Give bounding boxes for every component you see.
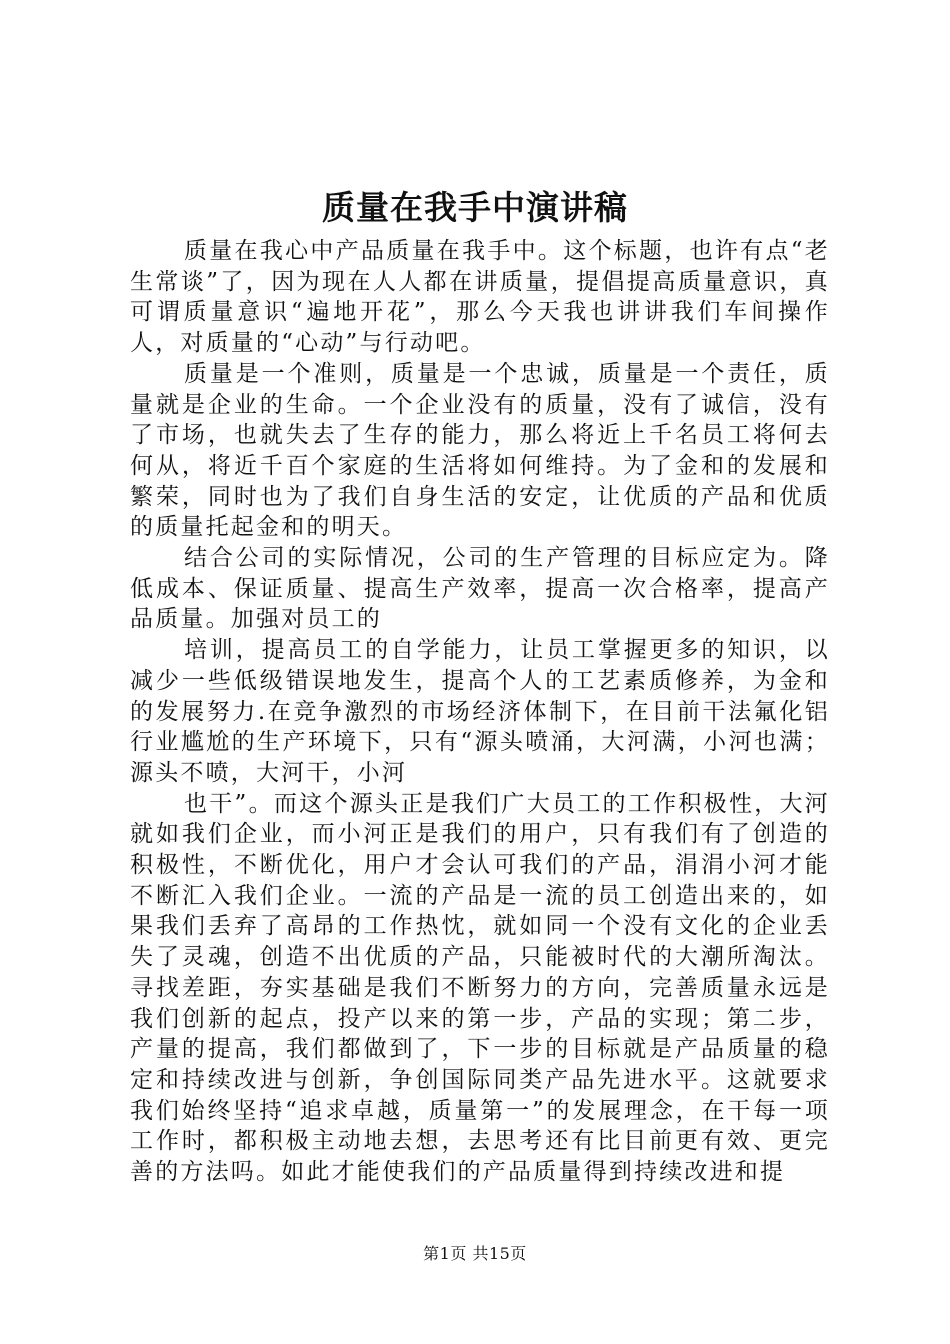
paragraph: 质量在我心中产品质量在我手中。这个标题，也许有点“老生常谈”了，因为现在人人都在讲质量，提倡提高质量意识，真可谓质量意识“遍地开花”，那么今天我也讲讲我们车间操作人，对质量的“心动”与行动吧。 [130,238,830,357]
paragraph: 培训，提高员工的自学能力，让员工掌握更多的知识，以减少一些低级错误地发生，提高个人的工艺素质修养，为金和的发展努力.在竞争激烈的市场经济体制下，在目前干法氟化铝行业尴尬的生产环境下，只有“源头喷涌，大河满，小河也满；源头不喷，大河干，小河 [130,637,830,786]
paragraph: 结合公司的实际情况，公司的生产管理的目标应定为。降低成本、保证质量、提高生产效率，提高一次合格率，提高产品质量。加强对员工的 [130,545,830,633]
paragraph: 也干”。而这个源头正是我们广大员工的工作积极性，大河就如我们企业，而小河正是我们的用户，只有我们有了创造的积极性，不断优化，用户才会认可我们的产品，涓涓小河才能不断汇入我们企业。一流的产品是一流的员工创造出来的，如果我们丢弃了高昂的工作热忱，就如同一个没有文化的企业丢失了灵魂，创造不出优质的产品，只能被时代的大潮所淘汰。寻找差距，夯实基础是我们不断努力的方向，完善质量永远是我们创新的起点，投产以来的第一步，产品的实现；第二步，产量的提高，我们都做到了，下一步的目标就是产品质量的稳定和持续改进与创新，争创国际同类产品先进水平。这就要求我们始终坚持“追求卓越，质量第一”的发展理念，在干每一项工作时，都积极主动地去想，去思考还有比目前更有效、更完善的方法吗。如此才能使我们的产品质量得到持续改进和提 [130,790,830,1186]
page-number-footer: 第1页 共15页 [423,1244,527,1263]
paragraph: 质量是一个准则，质量是一个忠诚，质量是一个责任，质量就是企业的生命。一个企业没有的质量，没有了诚信，没有了市场，也就失去了生存的能力，那么将近上千名员工将何去何从，将近千百个家庭的生活将如何维持。为了金和的发展和繁荣，同时也为了我们自身生活的安定，让优质的产品和优质的质量托起金和的明天。 [130,360,830,541]
document-title: 质量在我手中演讲稿 [322,188,628,227]
document-body [130,236,830,1188]
